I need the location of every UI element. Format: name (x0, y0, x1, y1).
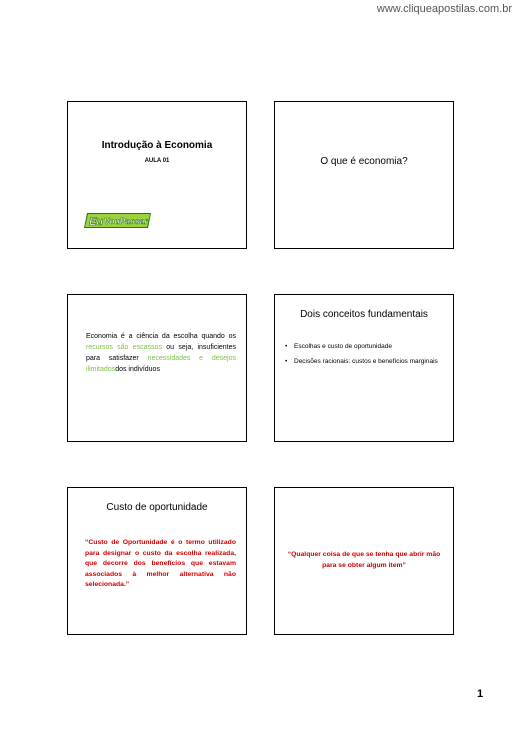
slide-5 (67, 487, 247, 635)
slide-1-title: Introdução à Economia (101, 140, 213, 151)
slide-1-subtitle: AULA 01 (144, 158, 170, 164)
definition-text-3: dos indivíduos (115, 366, 160, 373)
bullet-icon: • (285, 343, 288, 350)
svg-text:Eu: Eu (89, 216, 104, 228)
definition-text-2: ou seja, insuficientes para satisfazer (86, 344, 236, 362)
page-number: 1 (477, 688, 484, 700)
slide-4 (274, 294, 454, 442)
definition-highlight-needs: necessidades e desejos ilimitados (86, 355, 237, 373)
opportunity-cost-quote: “Custo de Oportunidade é o termo utilizado para designar o custo da escolha realizada, que decorre dos benefícios que estavam associados à melhor alternativa não selecionada.” (85, 539, 236, 588)
slide-1 (67, 101, 247, 249)
economy-definition (86, 331, 236, 375)
slide-2 (274, 101, 454, 249)
slide-3 (67, 294, 247, 442)
definition-highlight-scarce: recursos são escassos (86, 344, 162, 351)
svg-text:VouPassar: VouPassar (104, 216, 148, 226)
list-item (285, 342, 445, 352)
euvoupassar-logo (84, 212, 152, 229)
slide-6-quote: “Qualquer coisa de que se tenha que abrir mão para se obter algum item” (287, 551, 441, 569)
list-item (285, 357, 445, 367)
slide-5-title: Custo de oportunidade (106, 502, 208, 513)
list-item-text: Escolhas e custo de oportunidade (294, 343, 392, 350)
definition-text-1: Economia é a ciência da escolha quando os (86, 333, 236, 340)
slide-2-title: O que é economia? (320, 156, 408, 167)
concepts-list (285, 342, 445, 371)
list-item-text: Decisões racionais: custos e benefícios marginais (294, 357, 438, 365)
bullet-icon: • (285, 357, 288, 365)
slide-4-title: Dois conceitos fundamentais (300, 309, 428, 320)
site-url[interactable]: www.cliqueapostilas.com.br (376, 3, 512, 15)
slide-6 (274, 487, 454, 635)
